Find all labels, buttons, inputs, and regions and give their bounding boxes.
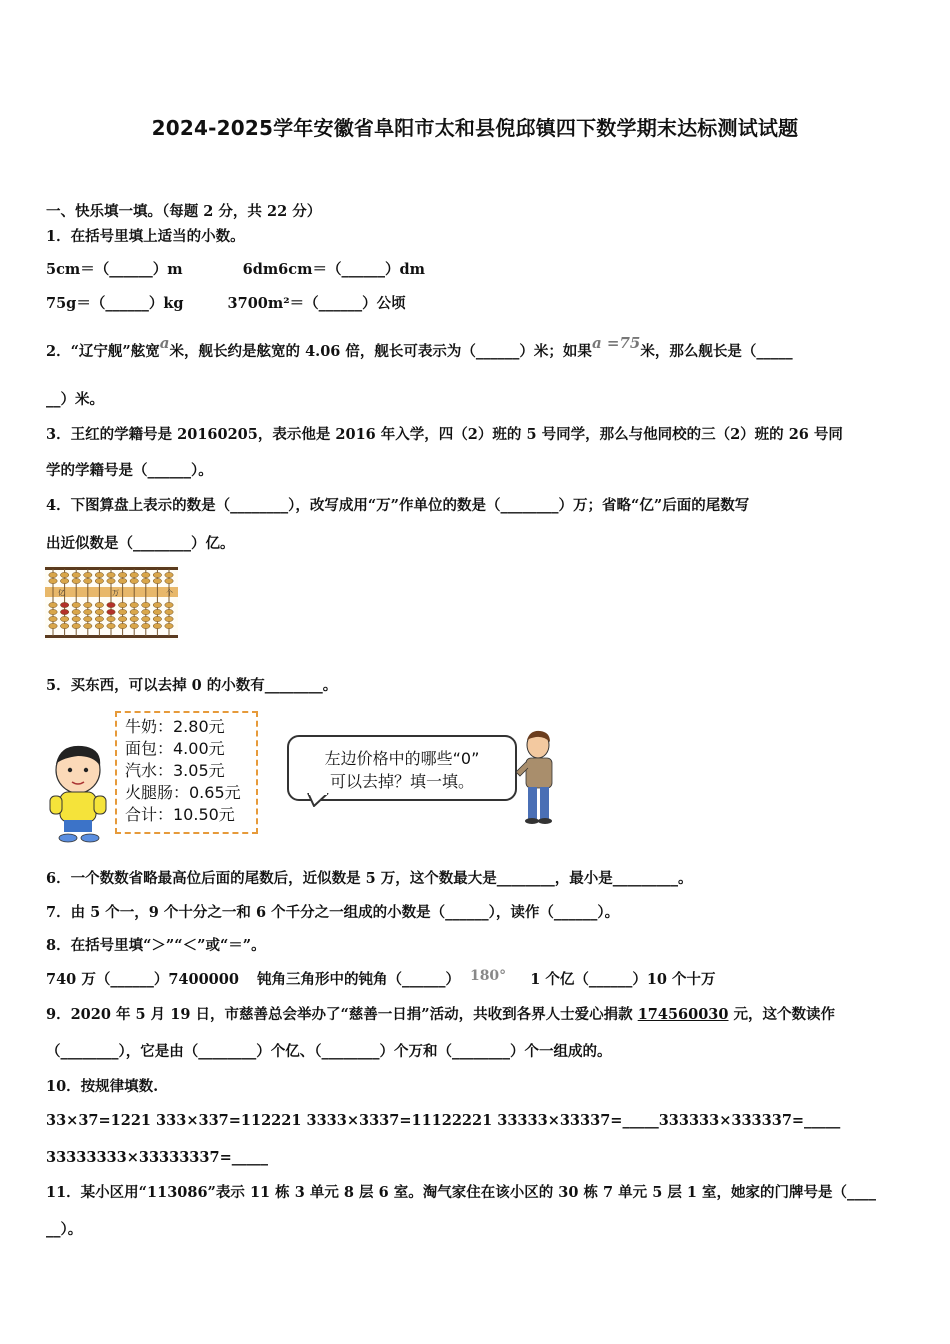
abacus-bead xyxy=(49,616,57,621)
teacher-illustration xyxy=(514,730,558,824)
abacus-bead xyxy=(153,572,161,577)
q4-line-1: 4．下图算盘上表示的数是（________），改写成用“万”作单位的数是（________）万；省略“亿”后面的尾数写 xyxy=(46,497,750,514)
page-title: 2024-2025学年安徽省阜阳市太和县倪邱镇四下数学期末达标测试试题 xyxy=(151,116,799,140)
abacus-bead xyxy=(130,572,138,577)
abacus-bead xyxy=(72,623,80,628)
abacus-bead xyxy=(165,602,173,607)
abacus-bead xyxy=(60,616,68,621)
price-total: 合计：10.50元 xyxy=(125,805,235,824)
q1-stem: 1．在括号里填上适当的小数。 xyxy=(46,228,245,245)
price-bread: 面包：4.00元 xyxy=(125,739,225,758)
abacus-bead xyxy=(72,578,80,583)
q2-p2: 米，舰长约是舷宽的 4.06 倍，舰长可表示为（______）米；如果 xyxy=(169,343,592,360)
q9-p1: 9．2020 年 5 月 19 日，市慈善总会举办了“慈善一日捐”活动，共收到各界人士爱心捐款 xyxy=(46,1006,638,1023)
abacus-bead xyxy=(153,578,161,583)
speech-bubble xyxy=(287,735,517,801)
q2-p1: 2．“辽宁舰”舷宽 xyxy=(46,343,160,360)
bubble-line-1: 左边价格中的哪些“0” xyxy=(324,749,480,768)
abacus-bead xyxy=(118,578,126,583)
abacus-bead xyxy=(142,572,150,577)
abacus-label-yi: 亿 xyxy=(58,589,65,597)
abacus-bead xyxy=(72,572,80,577)
abacus-bead xyxy=(49,623,57,628)
q11-line-1: 11．某小区用“113086”表示 11 栋 3 单元 8 层 6 室。淘气家住在该小区的 30 栋 7 单元 5 层 1 室，她家的门牌号是（____ xyxy=(46,1184,877,1201)
abacus-bead xyxy=(118,623,126,628)
abacus-bead xyxy=(153,609,161,614)
q1-c: 75g＝（______）kg xyxy=(46,295,184,312)
q10-line-1: 33×37=1221 333×337=112221 3333×3337=11122221 33333×33337=_____333333×333337=_____ xyxy=(46,1112,841,1129)
q1-d: 3700m²＝（______）公顷 xyxy=(227,295,406,312)
abacus-bead xyxy=(153,623,161,628)
q6: 6．一个数数省略最高位后面的尾数后，近似数是 5 万，这个数最大是________，最小是_________。 xyxy=(46,870,693,887)
abacus-bead xyxy=(95,578,103,583)
q8-stem: 8．在括号里填“＞”“＜”或“＝”。 xyxy=(46,937,266,954)
q2-line-1 xyxy=(46,334,793,362)
abacus-bead xyxy=(49,578,57,583)
q7: 7．由 5 个一，9 个十分之一和 6 个千分之一组成的小数是（______），读作（______）。 xyxy=(46,904,620,921)
price-sausage: 火腿肠：0.65元 xyxy=(125,783,241,802)
abacus-bead xyxy=(95,572,103,577)
abacus-bead xyxy=(142,609,150,614)
q5-stem: 5．买东西，可以去掉 0 的小数有________。 xyxy=(46,677,338,694)
abacus-bead xyxy=(130,623,138,628)
abacus-bead xyxy=(130,609,138,614)
abacus-bead xyxy=(60,572,68,577)
abacus-bead xyxy=(95,616,103,621)
abacus-bead xyxy=(84,616,92,621)
abacus-bead xyxy=(72,602,80,607)
abacus-bead xyxy=(49,572,57,577)
abacus-bead xyxy=(84,572,92,577)
q8-line xyxy=(46,970,716,990)
abacus-bead xyxy=(118,609,126,614)
price-milk: 牛奶：2.80元 xyxy=(125,717,225,736)
q8-deg: 180° xyxy=(469,968,507,984)
q2-p3: 米，那么舰长是（_____ xyxy=(640,343,793,360)
q1-b: 6dm6cm＝（______）dm xyxy=(242,261,425,278)
q9-line-1 xyxy=(46,1005,835,1025)
q4-line-2: 出近似数是（________）亿。 xyxy=(46,535,235,552)
q9-line-2: （________），它是由（________）个亿、（________）个万和（________）个一组成的。 xyxy=(46,1043,612,1060)
q8-a: 740 万（______）7400000 xyxy=(46,971,239,988)
price-list xyxy=(115,711,258,834)
abacus-bead xyxy=(118,572,126,577)
q2-equation: a =75 xyxy=(591,334,641,352)
abacus-bead xyxy=(107,623,115,628)
abacus-bead xyxy=(60,623,68,628)
abacus-bead xyxy=(153,602,161,607)
abacus-bead xyxy=(142,578,150,583)
abacus-bead xyxy=(118,602,126,607)
q8-b: 钝角三角形中的钝角（______） xyxy=(256,971,460,988)
abacus-label-ge: 个 xyxy=(166,589,173,597)
abacus-bead xyxy=(165,572,173,577)
q2-p4: __）米。 xyxy=(46,391,104,408)
abacus-bead xyxy=(95,602,103,607)
abacus-bead xyxy=(165,578,173,583)
abacus-figure xyxy=(45,565,178,640)
abacus-bead xyxy=(72,609,80,614)
abacus-bead xyxy=(84,623,92,628)
abacus-bead xyxy=(49,602,57,607)
boy-illustration xyxy=(48,742,110,844)
abacus-bead xyxy=(142,623,150,628)
q1-line-2 xyxy=(46,294,406,314)
abacus-bead xyxy=(107,616,115,621)
abacus-bead xyxy=(95,609,103,614)
abacus-bead xyxy=(107,572,115,577)
abacus-bead xyxy=(118,616,126,621)
abacus-bead xyxy=(95,623,103,628)
q3-line-2: 学的学籍号是（______）。 xyxy=(46,462,213,479)
abacus-bead xyxy=(84,602,92,607)
q3-line-1: 3．王红的学籍号是 20160205，表示他是 2016 年入学，四（2）班的 5 号同学，那么与他同校的三（2）班的 26 号同 xyxy=(46,426,843,443)
abacus-bead xyxy=(60,602,68,607)
q1-line-1 xyxy=(46,260,425,280)
abacus-bead xyxy=(130,616,138,621)
section-heading: 一、快乐填一填。（每题 2 分，共 22 分） xyxy=(46,203,322,220)
abacus-bead xyxy=(142,616,150,621)
abacus-bead xyxy=(153,616,161,621)
bubble-tail xyxy=(300,793,340,807)
price-soda: 汽水：3.05元 xyxy=(125,761,225,780)
abacus-bead xyxy=(165,616,173,621)
abacus-bead xyxy=(84,609,92,614)
q9-p2: 元，这个数读作 xyxy=(728,1006,836,1023)
abacus-bead xyxy=(107,602,115,607)
abacus-bead xyxy=(165,623,173,628)
q8-c: 1 个亿（______）10 个十万 xyxy=(530,971,716,988)
q10-stem: 10．按规律填数. xyxy=(46,1078,159,1095)
q1-a: 5cm＝（______）m xyxy=(46,261,183,278)
abacus-bead xyxy=(107,578,115,583)
q11-line-2: __）。 xyxy=(46,1221,83,1238)
bubble-line-2: 可以去掉？填一填。 xyxy=(329,772,474,791)
abacus-bead xyxy=(165,609,173,614)
abacus-bead xyxy=(142,602,150,607)
abacus-bead xyxy=(72,616,80,621)
q10-line-2: 33333333×33333337=_____ xyxy=(46,1149,268,1166)
abacus-bead xyxy=(60,578,68,583)
abacus-bead xyxy=(130,602,138,607)
abacus-bead xyxy=(130,578,138,583)
q9-number: 174560030 xyxy=(637,1006,729,1023)
q2-var-a: a xyxy=(159,334,170,352)
abacus-label-wan: 万 xyxy=(112,589,119,597)
abacus-bead xyxy=(84,578,92,583)
abacus-bead xyxy=(49,609,57,614)
abacus-bead xyxy=(107,609,115,614)
abacus-bead xyxy=(60,609,68,614)
